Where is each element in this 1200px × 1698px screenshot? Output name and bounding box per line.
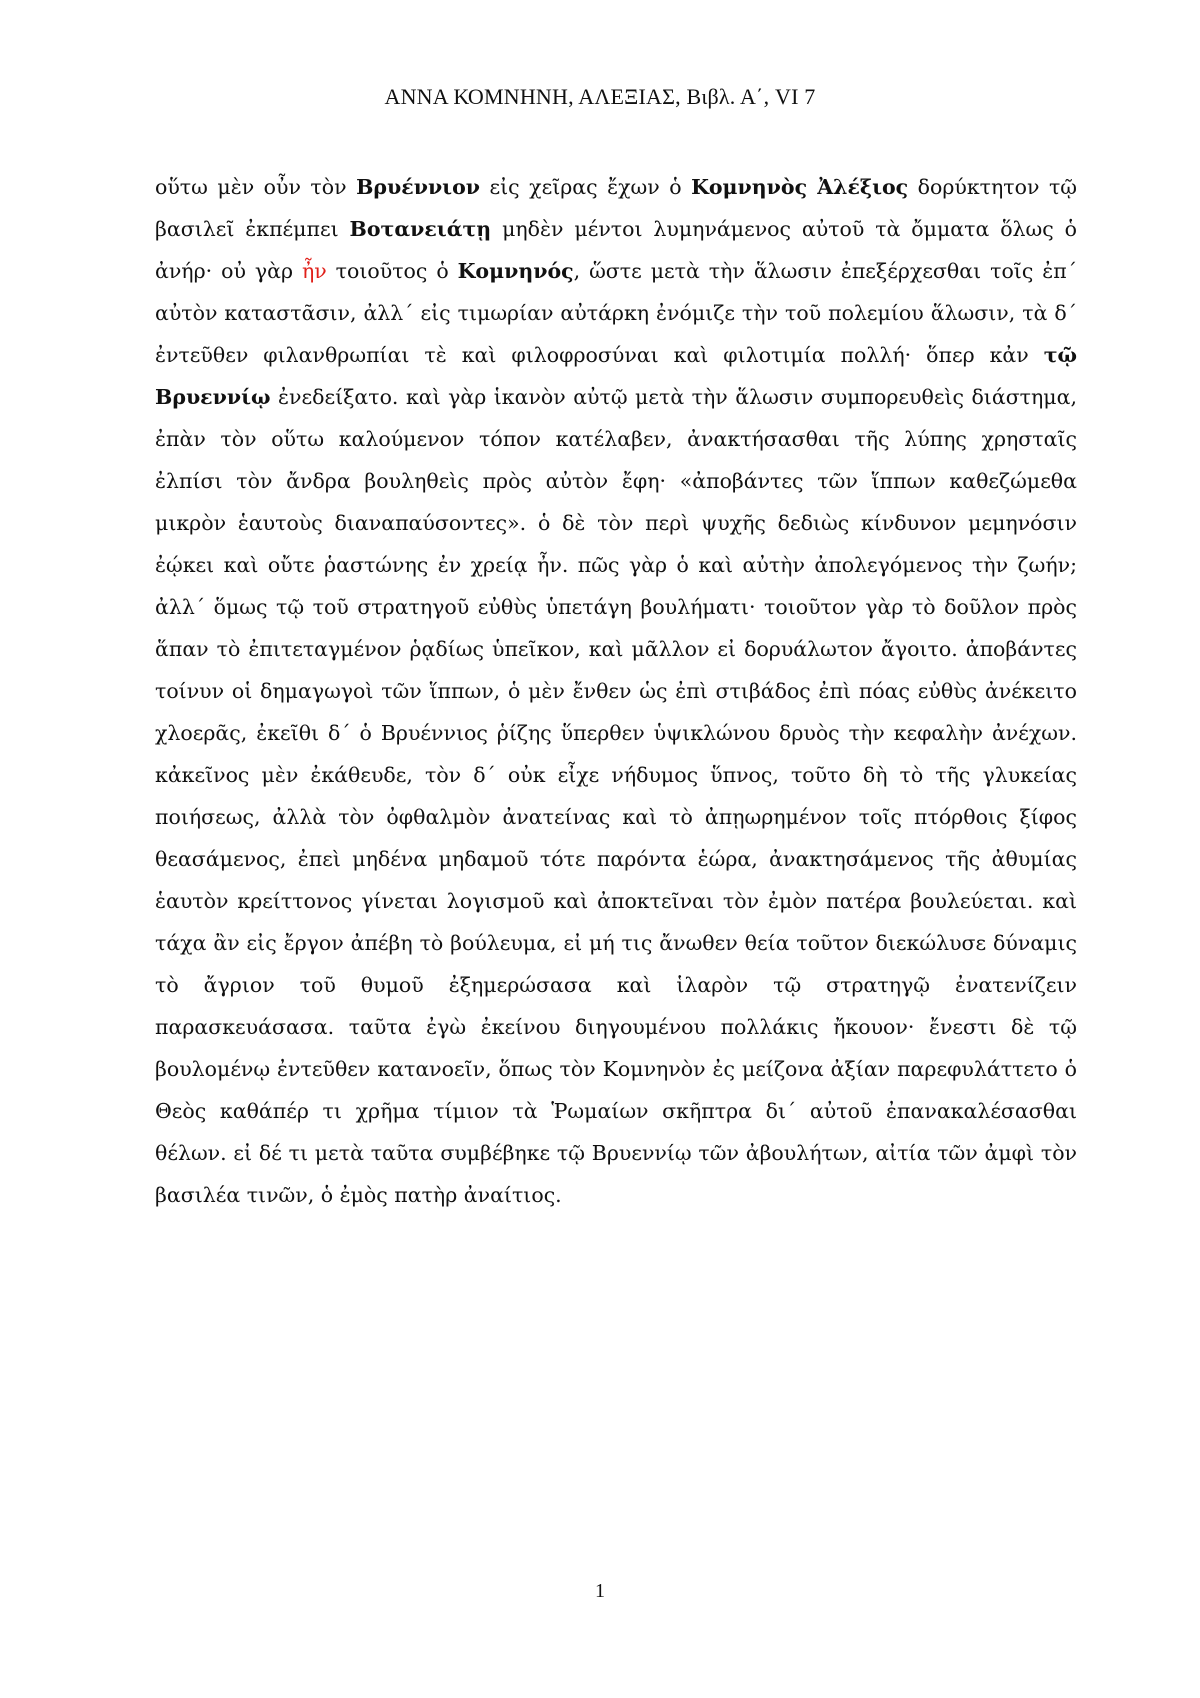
- running-header: ΑΝΝΑ ΚΟΜΝΗΝΗ, ΑΛΕΞΙΑΣ, Βιβλ. Α΄, VI 7: [384, 84, 816, 109]
- bold-name: Βρυέννιον: [356, 175, 480, 199]
- text-run: οὕτω μὲν οὖν τὸν: [155, 175, 357, 199]
- text-run: ἐνεδείξατο. καὶ γὰρ ἱκανὸν αὐτῷ μετὰ τὴν ἅλωσιν συμπορευθεὶς διάστημα, ἐπὰν τὸν οὕτω καλούμενον τόπον κατέλαβεν, ἀνακτήσασθαι τῆς λύπης χρησταῖς ἐλπίσι τὸν ἄνδρα βουληθεὶς πρὸς αὐτὸν ἔφη· «ἀποβάντες τῶν ἵππων καθεζώμεθα μικρὸν ἑαυτοὺς διαναπαύσοντες». ὁ δὲ τὸν περὶ ψυχῆς δεδιὼς κίνδυνον μεμηνόσιν ἐῴκει καὶ οὔτε ῥαστώνης ἐν χρείᾳ ἦν. πῶς γὰρ ὁ καὶ αὐτὴν ἀπολεγόμενος τὴν ζωήν; ἀλλ΄ ὅμως τῷ τοῦ στρατηγοῦ εὐθὺς ὑπετάγη βουλήματι· τοιοῦτον γὰρ τὸ δοῦλον πρὸς ἅπαν τὸ ἐπιτεταγμένον ῥᾳδίως ὑπεῖκον, καὶ μᾶλλον εἰ δορυάλωτον ἄγοιτο. ἀποβάντες τοίνυν οἱ δημαγωγοὶ τῶν ἵππων, ὁ μὲν ἔνθεν ὡς ἐπὶ στιβάδος ἐπὶ πόας εὐθὺς ἀνέκειτο χλοερᾶς, ἐκεῖθι δ΄ ὁ Βρυέννιος ῥίζης ὕπερθεν ὑψικλώνου δρυὸς τὴν κεφαλὴν ἀνέχων. κἀκεῖνος μὲν ἐκάθευδε, τὸν δ΄ οὐκ εἶχε νήδυμος ὕπνος, τοῦτο δὴ τὸ τῆς γλυκείας ποιήσεως, ἀλλὰ τὸν ὀφθαλμὸν ἀνατείνας καὶ τὸ ἀπῃωρημένον τοῖς πτόρθοις ξίφος θεασάμενος, ἐπεὶ μηδένα μηδαμοῦ τότε παρόντα ἑώρα, ἀνακτησάμενος τῆς ἀθυμίας ἑαυτὸν κρείττονος γίνεται λογισμοῦ καὶ ἀποκτεῖναι τὸν ἐμὸν πατέρα βουλεύεται. καὶ τάχα ἂν εἰς ἔργον ἀπέβη τὸ βούλευμα, εἰ μή τις ἄνωθεν θεία τοῦτον διεκώλυσε δύναμις τὸ ἄγριον τοῦ θυμοῦ ἐξημερώσασα καὶ ἱλαρὸν τῷ στρατηγῷ ἐνατενίζειν παρασκευάσασα. ταῦτα ἐγὼ ἐκείνου διηγουμένου πολλάκις ἤκουον· ἔνεστι δὲ τῷ βουλομένῳ ἐντεῦθεν κατανοεῖν, ὅπως τὸν Κομνηνὸν ἐς μείζονα ἀξίαν παρεφυλάττετο ὁ Θεὸς καθάπέρ τι χρῆμα τίμιον τὰ Ῥωμαίων σκῆπτρα δι΄ αὐτοῦ ἐπανακαλέσασθαι θέλων. εἰ δέ τι μετὰ ταῦτα συμβέβηκε τῷ Βρυεννίῳ τῶν ἀβουλήτων, αἰτία τῶν ἀμφὶ τὸν βασιλέα τινῶν, ὁ ἐμὸς πατὴρ ἀναίτιος.: [155, 385, 1077, 1207]
- text-run: εἰς χεῖρας ἔχων ὁ: [480, 175, 692, 199]
- bold-name: Κομνηνός: [457, 259, 574, 283]
- text-run: δορύκτητον τῷ βασιλεῖ ἐκπέμπει: [155, 175, 1077, 241]
- body-paragraph: [155, 166, 1077, 1216]
- text-run: μηδὲν μέντοι λυμηνάμενος αὐτοῦ τὰ ὄμματα ὅλως ὁ ἀνήρ· οὐ γὰρ: [155, 217, 1077, 283]
- bold-name: τῷ Βρυεννίῳ: [155, 343, 1077, 409]
- text-run: , ὥστε μετὰ τὴν ἅλωσιν ἐπεξέρχεσθαι τοῖς ἐπ΄ αὐτὸν καταστᾶσιν, ἀλλ΄ εἰς τιμωρίαν αὐτάρκη ἐνόμιζε τὴν τοῦ πολεμίου ἅλωσιν, τὰ δ΄ ἐντεῦθεν φιλανθρωπίαι τὲ καὶ φιλοφροσύναι καὶ φιλοτιμία πολλή· ὅπερ κἀν: [155, 259, 1077, 367]
- highlighted-word: ἦν: [301, 259, 327, 283]
- bold-name: Βοτανειάτῃ: [349, 217, 492, 241]
- text-run: τοιοῦτος ὁ: [326, 259, 458, 283]
- bold-name: Κομνηνὸς Ἀλέξιος: [691, 175, 909, 199]
- page-number: 1: [595, 1580, 605, 1602]
